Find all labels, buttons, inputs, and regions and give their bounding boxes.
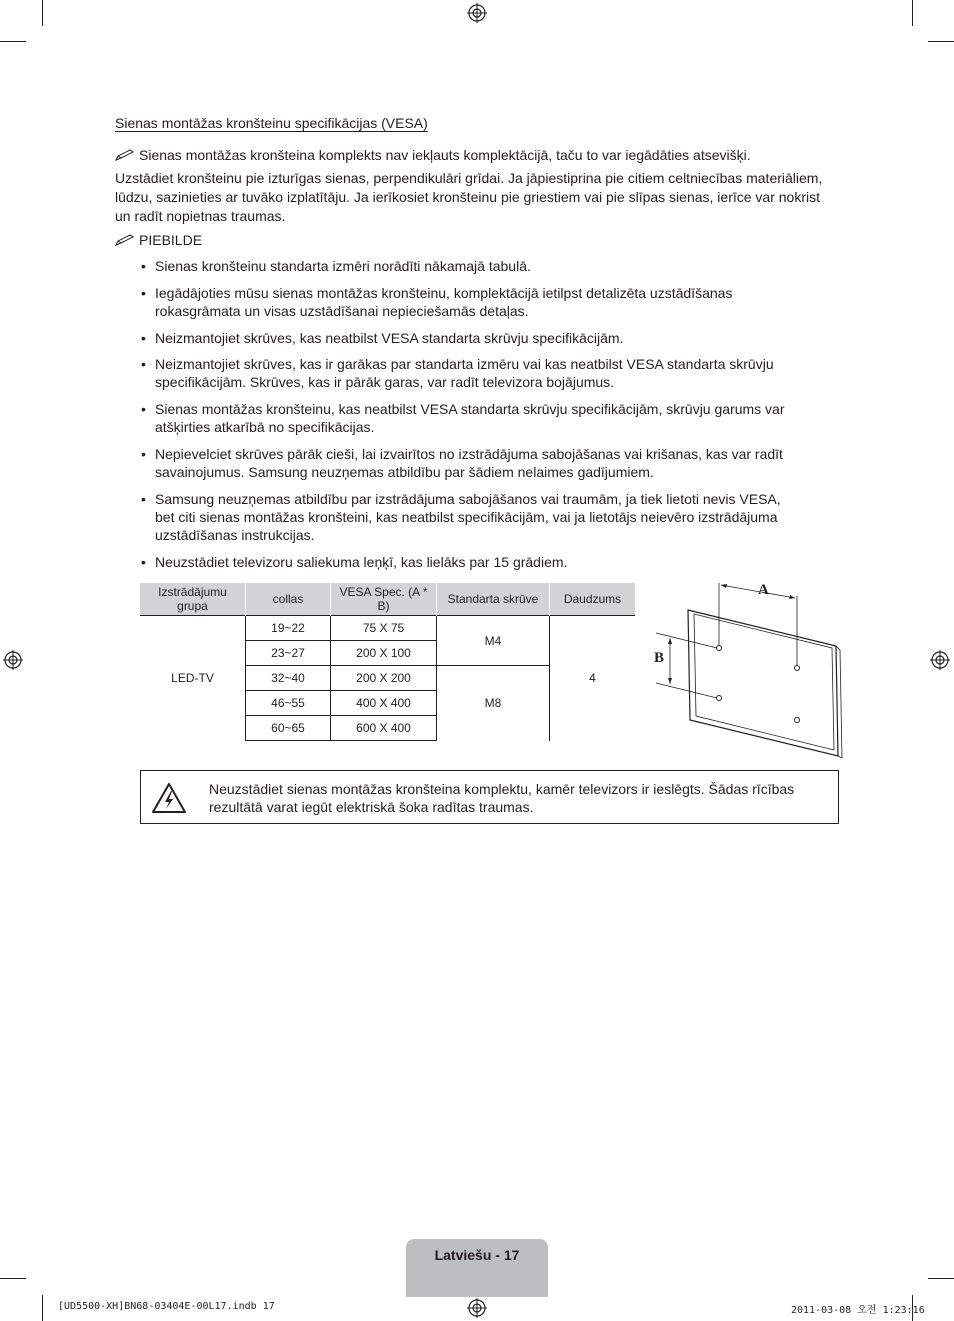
paragraph-line: Uzstādiet kronšteinu pie izturīgas sienas, perpendikulāri grīdai. Ja jāpiestiprina pie citiem celtniecības materiāliem, [115,170,823,186]
paragraph-line: un radīt nopietnas traumas. [115,208,286,224]
header-inches: collas [246,583,331,616]
crop-mark [0,1278,26,1279]
list-item-line: rokasgrāmata un visas uzstādīšanai nepieciešamās detaļas. [155,303,529,319]
table-row [140,616,635,641]
list-item-line: • Neizmantojiet skrūves, kas ir garākas par standarta izmēru vai kas neatbilst VESA standarta skrūvju [155,356,774,372]
section-title: Sienas montāžas kronšteinu specifikācijas (VESA) [115,115,428,131]
warning-box [140,770,839,824]
vesa-spec-table [140,583,635,741]
header-vesa-spec: VESA Spec. (A * B) [331,583,437,616]
list-item [139,553,839,571]
size-cell: 46~55 [246,691,331,716]
list-item-line: bet citi sienas montāžas kronšteini, kas neatbilst specifikācijām, vai ja lietotājs neievēro izstrādājuma [155,509,778,525]
print-slug-left: [UD5500-XH]BN68-03404E-00L17.indb 17 [58,1301,275,1312]
electric-shock-warning-icon [151,782,187,814]
paragraph-line: lūdzu, sazinieties ar tuvāko izplatītāju. Ja ierīkosiet kronšteinu pie griestiem vai pie slīpas sienas, ierīce var nokrist [115,189,820,205]
list-item [139,284,839,320]
list-item [139,257,839,275]
crop-mark [42,0,43,26]
note-line [115,146,751,165]
vesa-cell: 400 X 400 [331,691,437,716]
note-label: PIEBILDE [139,232,203,248]
page-number: Latviešu - 17 [434,1247,520,1263]
warning-line: Neuzstādiet sienas montāžas kronšteina komplektu, kamēr televizors ir ieslēgts. Šādas rīcības [209,781,795,797]
list-item [139,490,839,544]
list-item [139,355,839,391]
list-item-line: • Samsung neuzņemas atbildību par izstrādājuma sabojāšanos vai traumām, ja tiek lietoti nevis VESA, [155,491,781,507]
vesa-cell: 200 X 100 [331,641,437,666]
notes-list [139,257,839,571]
size-cell: 60~65 [246,716,331,741]
registration-mark-icon [467,1298,487,1318]
header-standard-screw: Standarta skrūve [437,583,550,616]
list-item-line: • Sienas montāžas kronšteinu, kas neatbilst VESA standarta skrūvju specifikācijām, skrūvju garums var [155,401,785,417]
list-item-line: • Nepievelciet skrūves pārāk cieši, lai izvairītos no izstrādājuma sabojāšanas vai krišanas, kas var radīt [155,446,783,462]
list-item-line: • Sienas kronšteinu standarta izmēri norādīti nākamajā tabulā. [155,258,531,274]
pencil-note-icon [115,149,135,161]
list-item-line: uzstādīšanas instrukcijas. [155,527,315,543]
table-header-row [140,583,635,616]
size-cell: 32~40 [246,666,331,691]
screw-cell: M4 [437,616,550,666]
warning-line: rezultātā varat iegūt elektriskā šoka radītas traumas. [209,799,534,815]
size-cell: 19~22 [246,616,331,641]
crop-mark [0,41,26,42]
list-item-line: specifikācijām. Skrūves, kas ir pārāk garas, var radīt televizora bojājumus. [155,374,615,390]
dimension-label-a: A [758,582,769,598]
registration-mark-icon [467,3,487,23]
size-cell: 23~27 [246,641,331,666]
note-label-line [115,231,202,250]
dimension-label-b: B [654,650,665,666]
screw-cell: M8 [437,666,550,741]
list-item-line: atšķirties atkarībā no specifikācijas. [155,419,375,435]
warning-text [209,780,794,816]
pencil-note-icon [115,234,135,246]
list-item-line: • Iegādājoties mūsu sienas montāžas kronšteinu, komplektācijā ietilpst detalizēta uzstādīšanas [155,285,733,301]
product-group-cell: LED-TV [140,616,246,741]
header-product-group: Izstrādājumu grupa [140,583,246,616]
install-paragraph [115,169,822,226]
list-item [139,445,839,481]
list-item [139,329,839,347]
header-quantity: Daudzums [550,583,636,616]
vesa-cell: 200 X 200 [331,666,437,691]
crop-mark [928,1278,954,1279]
crop-mark [928,41,954,42]
vesa-cell: 600 X 400 [331,716,437,741]
list-item [139,400,839,436]
vesa-cell: 75 X 75 [331,616,437,641]
tv-mount-diagram [650,580,845,760]
quantity-cell: 4 [550,616,636,741]
list-item-line: savainojumus. Samsung neuzņemas atbildību par šādiem nelaimes gadījumiem. [155,464,654,480]
registration-mark-icon [930,650,950,670]
print-slug-right: 2011-03-08 오전 1:23:16 [791,1305,925,1316]
crop-mark [912,0,913,26]
list-item-line: • Neizmantojiet skrūves, kas neatbilst VESA standarta skrūvju specifikācijām. [155,330,624,346]
note-text: Sienas montāžas kronšteina komplekts nav iekļauts komplektācijā, taču to var iegādāties atsevišķi. [139,147,751,163]
crop-mark [42,1295,43,1321]
page-number-tab [406,1239,548,1297]
list-item-line: • Neuzstādiet televizoru saliekuma leņķī, kas lielāks par 15 grādiem. [155,554,568,570]
registration-mark-icon [3,650,23,670]
